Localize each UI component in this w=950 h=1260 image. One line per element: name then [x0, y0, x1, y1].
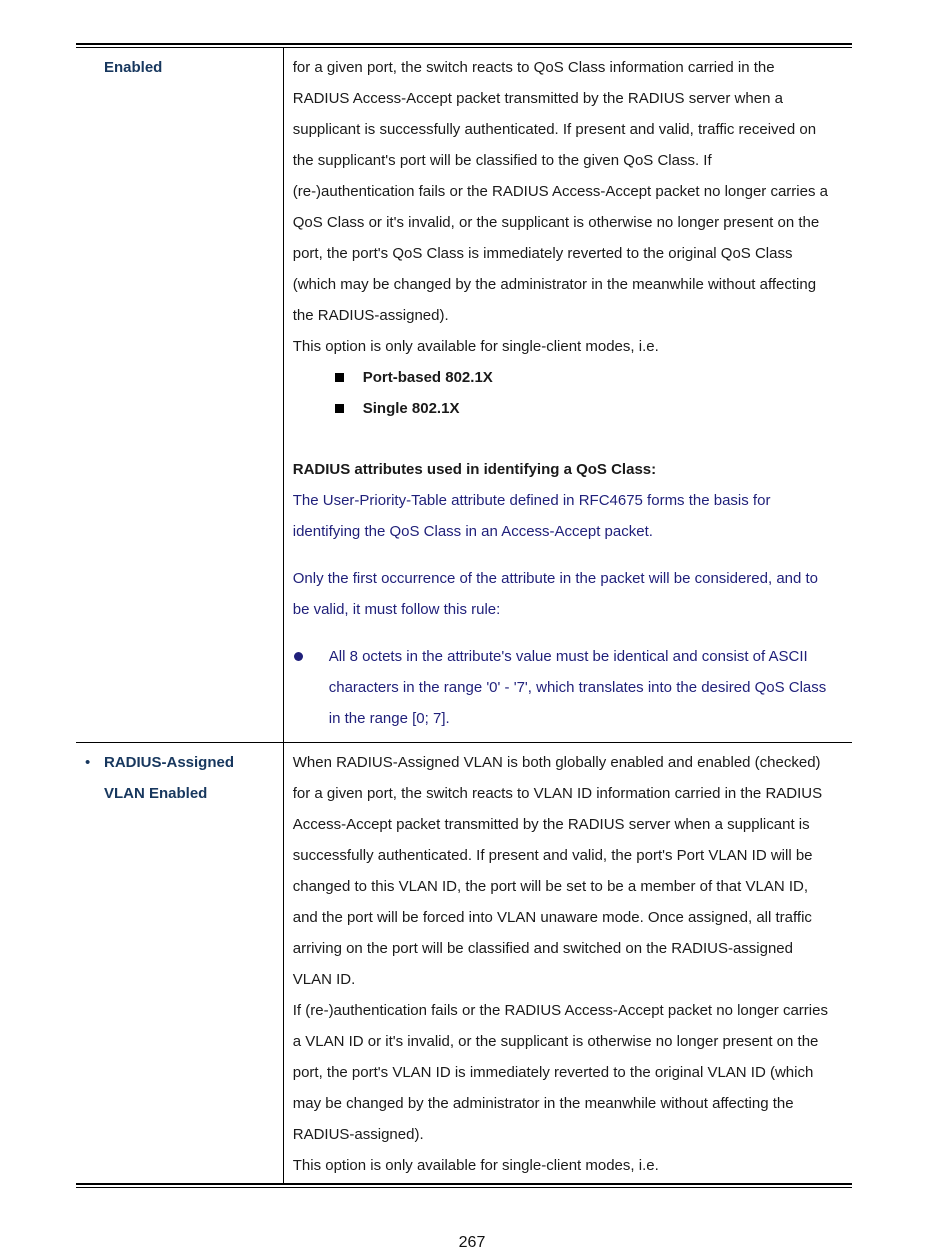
- text-line: for a given port, the switch reacts to VLAN ID information carried in the RADIUS: [292, 785, 823, 802]
- text-line: and the port will be forced into VLAN unaware mode. Once assigned, all traffic: [292, 909, 812, 926]
- text-line: characters in the range '0' - '7', which translates into the desired QoS Class: [328, 679, 827, 696]
- text-line: be valid, it must follow this rule:: [292, 601, 501, 618]
- round-bullet-icon: [293, 641, 329, 734]
- text-line: The User-Priority-Table attribute defined in RFC4675 forms the basis for: [292, 492, 771, 509]
- table-bottom-rule: [76, 1183, 852, 1188]
- text-line: port, the port's QoS Class is immediately reverted to the original QoS Class: [292, 245, 793, 262]
- text-line: identifying the QoS Class in an Access-Accept packet.: [292, 523, 653, 540]
- row-label-line: RADIUS-Assigned: [104, 754, 235, 771]
- text-line: VLAN ID.: [292, 971, 356, 988]
- page-number: 267: [458, 1234, 486, 1251]
- text-line: Access-Accept packet transmitted by the RADIUS server when a supplicant is: [292, 816, 810, 833]
- parameter-table: [76, 43, 852, 1188]
- table-row-vlan-enabled: [76, 742, 852, 1183]
- row-description-cell: [284, 48, 852, 742]
- row-label-bullet: •: [85, 754, 91, 771]
- rule-list-item: [293, 641, 852, 734]
- text-line: QoS Class or it's invalid, or the supplicant is otherwise no longer present on the: [292, 214, 820, 231]
- text-line: port, the port's VLAN ID is immediately reverted to the original VLAN ID (which: [292, 1064, 814, 1081]
- text-line: the supplicant's port will be classified to the given QoS Class. If: [292, 152, 712, 169]
- availability-note: This option is only available for single-client modes, i.e.: [292, 338, 659, 355]
- description-paragraph: [293, 52, 852, 331]
- text-line: changed to this VLAN ID, the port will be set to be a member of that VLAN ID,: [292, 878, 808, 895]
- text-line: Only the first occurrence of the attribute in the packet will be considered, and to: [292, 570, 819, 587]
- description-paragraph: [293, 747, 852, 995]
- text-line: for a given port, the switch reacts to QoS Class information carried in the: [292, 59, 775, 76]
- mode-label: Port-based 802.1X: [362, 369, 493, 386]
- availability-note: This option is only available for single-client modes, i.e.: [292, 1157, 659, 1174]
- text-line: a VLAN ID or it's invalid, or the supplicant is otherwise no longer present on the: [292, 1033, 819, 1050]
- text-line: the RADIUS-assigned).: [292, 307, 449, 324]
- attributes-paragraph: [293, 485, 852, 547]
- text-line: (which may be changed by the administrator in the meanwhile without affecting: [292, 276, 817, 293]
- text-line: arriving on the port will be classified and switched on the RADIUS-assigned: [292, 940, 793, 957]
- text-line: RADIUS Access-Accept packet transmitted by the RADIUS server when a: [292, 90, 783, 107]
- attributes-heading: RADIUS attributes used in identifying a QoS Class:: [292, 461, 657, 478]
- text-line: RADIUS-assigned).: [292, 1126, 424, 1143]
- row-description-cell: [284, 743, 852, 1183]
- text-line: If (re-)authentication fails or the RADIUS Access-Accept packet no longer carries: [292, 1002, 828, 1019]
- square-bullet-icon: [335, 404, 344, 413]
- rule-paragraph: [293, 563, 852, 625]
- row-label: Enabled: [104, 59, 163, 76]
- text-line: supplicant is successfully authenticated. If present and valid, traffic received on: [292, 121, 817, 138]
- row-label-cell: [76, 48, 284, 742]
- mode-list-item: [335, 393, 852, 424]
- row-label-cell: [76, 743, 284, 1183]
- text-line: may be changed by the administrator in the meanwhile without affecting the: [292, 1095, 794, 1112]
- text-line: in the range [0; 7].: [328, 710, 450, 727]
- mode-list-item: [335, 362, 852, 393]
- text-line: (re-)authentication fails or the RADIUS Access-Accept packet no longer carries a: [292, 183, 828, 200]
- mode-label: Single 802.1X: [362, 400, 460, 417]
- text-line: successfully authenticated. If present and valid, the port's Port VLAN ID will be: [292, 847, 813, 864]
- table-row-qos-enabled: [76, 48, 852, 742]
- text-line: When RADIUS-Assigned VLAN is both globally enabled and enabled (checked): [292, 754, 821, 771]
- square-bullet-icon: [335, 373, 344, 382]
- reversion-paragraph: [293, 995, 852, 1150]
- text-line: All 8 octets in the attribute's value must be identical and consist of ASCII: [328, 648, 808, 665]
- row-label-line: VLAN Enabled: [104, 785, 208, 802]
